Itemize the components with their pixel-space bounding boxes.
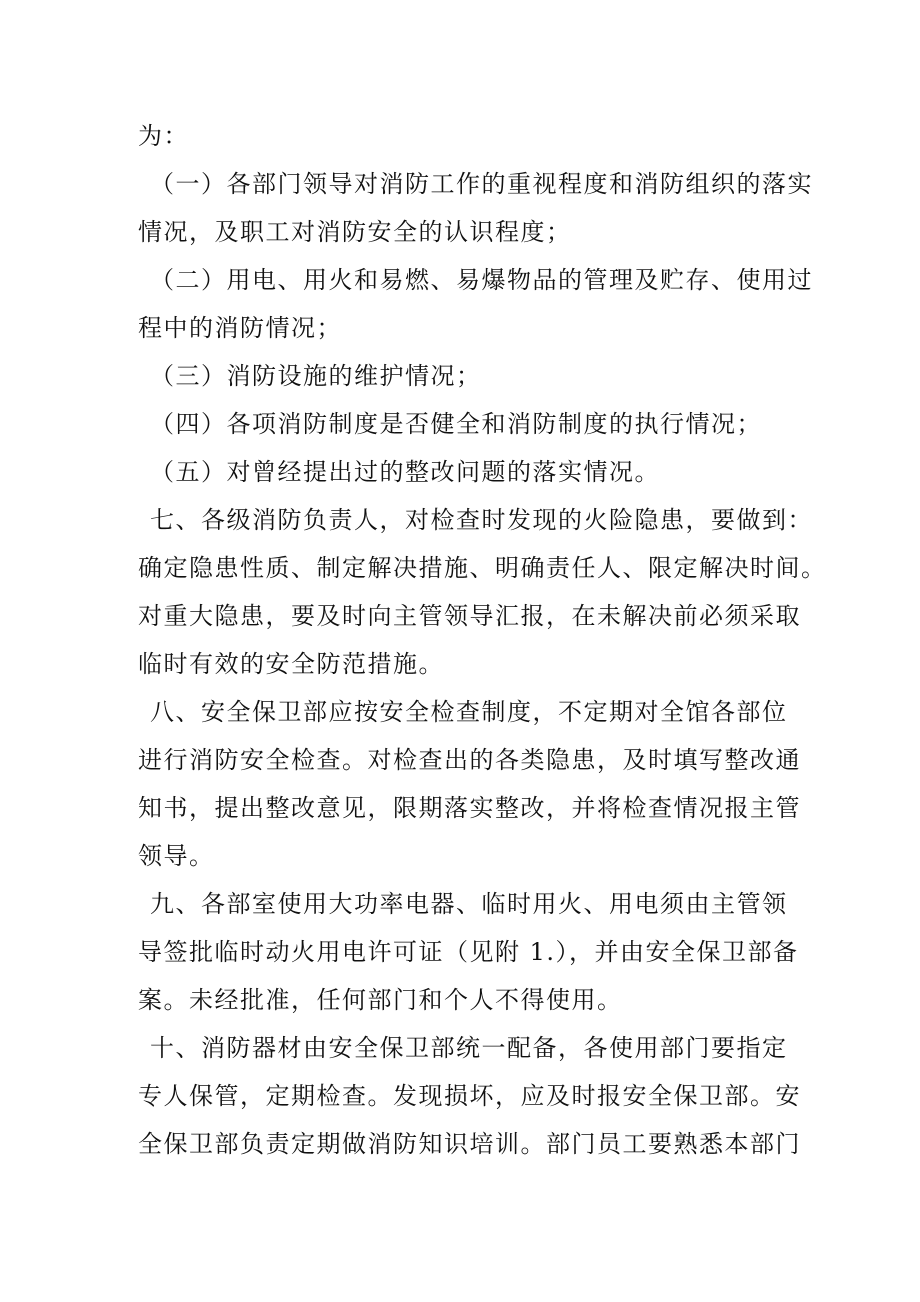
text-line: 专人保管，定期检查。发现损坏，应及时报安全保卫部。安 [138,1082,801,1110]
text-line: （二）用电、用火和易燃、易爆物品的管理及贮存、使用过 [150,266,813,294]
text-line: （五）对曾经提出过的整改问题的落实情况。 [150,458,660,486]
text-line: 七、各级消防负责人，对检查时发现的火险隐患，要做到： [150,506,813,534]
text-line: 程中的消防情况； [138,314,342,342]
document-body [138,112,827,1168]
text-line: 领导。 [138,842,215,870]
text-line: 进行消防安全检查。对检查出的各类隐患，及时填写整改通 [138,746,801,774]
text-line: （一）各部门领导对消防工作的重视程度和消防组织的落实 [150,170,813,198]
text-line: 全保卫部负责定期做消防知识培训。部门员工要熟悉本部门 [138,1130,801,1158]
text-line: 九、各部室使用大功率电器、临时用火、用电须由主管领 [150,890,788,918]
text-line: 知书，提出整改意见，限期落实整改，并将检查情况报主管 [138,794,801,822]
text-line: 案。未经批准，任何部门和个人不得使用。 [138,986,623,1014]
text-line: 八、安全保卫部应按安全检查制度，不定期对全馆各部位 [150,698,788,726]
text-line: 临时有效的安全防范措施。 [138,650,444,678]
text-line: （四）各项消防制度是否健全和消防制度的执行情况； [150,410,762,438]
text-line: 十、消防器材由安全保卫部统一配备，各使用部门要指定 [150,1034,788,1062]
text-line: 情况，及职工对消防安全的认识程度； [138,218,572,246]
text-line: （三）消防设施的维护情况； [150,362,482,390]
text-line: 导签批临时动火用电许可证（见附 1.），并由安全保卫部备 [138,938,799,966]
text-line: 确定隐患性质、制定解决措施、明确责任人、限定解决时间。 [138,554,827,582]
text-line: 为： [138,122,189,150]
text-line: 对重大隐患，要及时向主管领导汇报，在未解决前必须采取 [138,602,801,630]
